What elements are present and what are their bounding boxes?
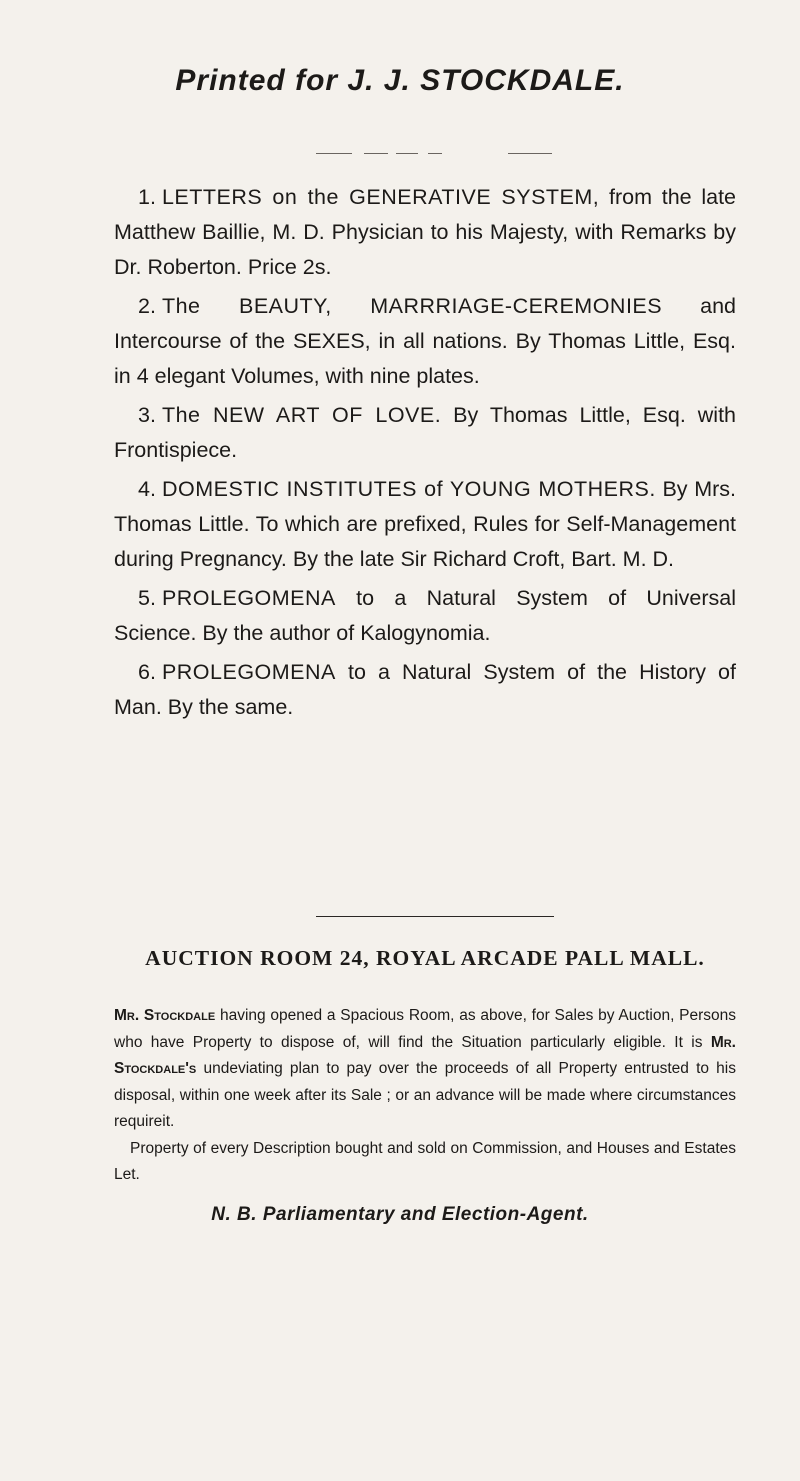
book-entry-3: 3. The NEW ART OF LOVE. By Thomas Little, Esq. with Frontispiece. <box>114 403 736 462</box>
book-list <box>114 180 736 729</box>
auction-paragraph-2: Property of every Description bought and sold on Commission, and Houses and Estates Let. <box>114 1139 736 1183</box>
book-entry-5: 5. PROLEGOMENA to a Natural System of Universal Science. By the author of Kalogynomia. <box>114 586 736 645</box>
auction-notice <box>114 1003 736 1189</box>
auction-heading: AUCTION ROOM 24, ROYAL ARCADE PALL MALL. <box>145 946 705 970</box>
section-divider <box>316 916 554 917</box>
book-entry-1: 1. LETTERS on the GENERATIVE SYSTEM, from the late Matthew Baillie, M. D. Physician to his Majesty, with Remarks by Dr. Roberton. Price 2s. <box>114 185 736 279</box>
book-entry-4: 4. DOMESTIC INSTITUTES of YOUNG MOTHERS. By Mrs. Thomas Little. To which are prefixed, Rules for Self-Management during Pregnancy. By the late Sir Richard Croft, Bart. M. D. <box>114 477 736 571</box>
book-entry-6: 6. PROLEGOMENA to a Natural System of the History of Man. By the same. <box>114 660 736 719</box>
decorative-dash-rule <box>316 153 556 155</box>
footer-note: N. B. Parliamentary and Election-Agent. <box>211 1204 589 1225</box>
page-header: Printed for J. J. STOCKDALE. <box>175 64 625 97</box>
auction-paragraph-1: Mr. Stockdale having opened a Spacious Room, as above, for Sales by Auction, Persons who have Property to dispose of, will find the Situation particularly eligible. It is Mr. Stockdale's undeviating plan to pay over the proceeds of all Property entrusted to his disposal, within one week after its Sale ; or an advance will be made where circumstances requireit. <box>114 1007 737 1130</box>
book-entry-2: 2. The BEAUTY, MARRRIAGE-CEREMONIES and Intercourse of the SEXES, in all nations. By Thomas Little, Esq. in 4 elegant Volumes, with nine plates. <box>114 294 736 388</box>
